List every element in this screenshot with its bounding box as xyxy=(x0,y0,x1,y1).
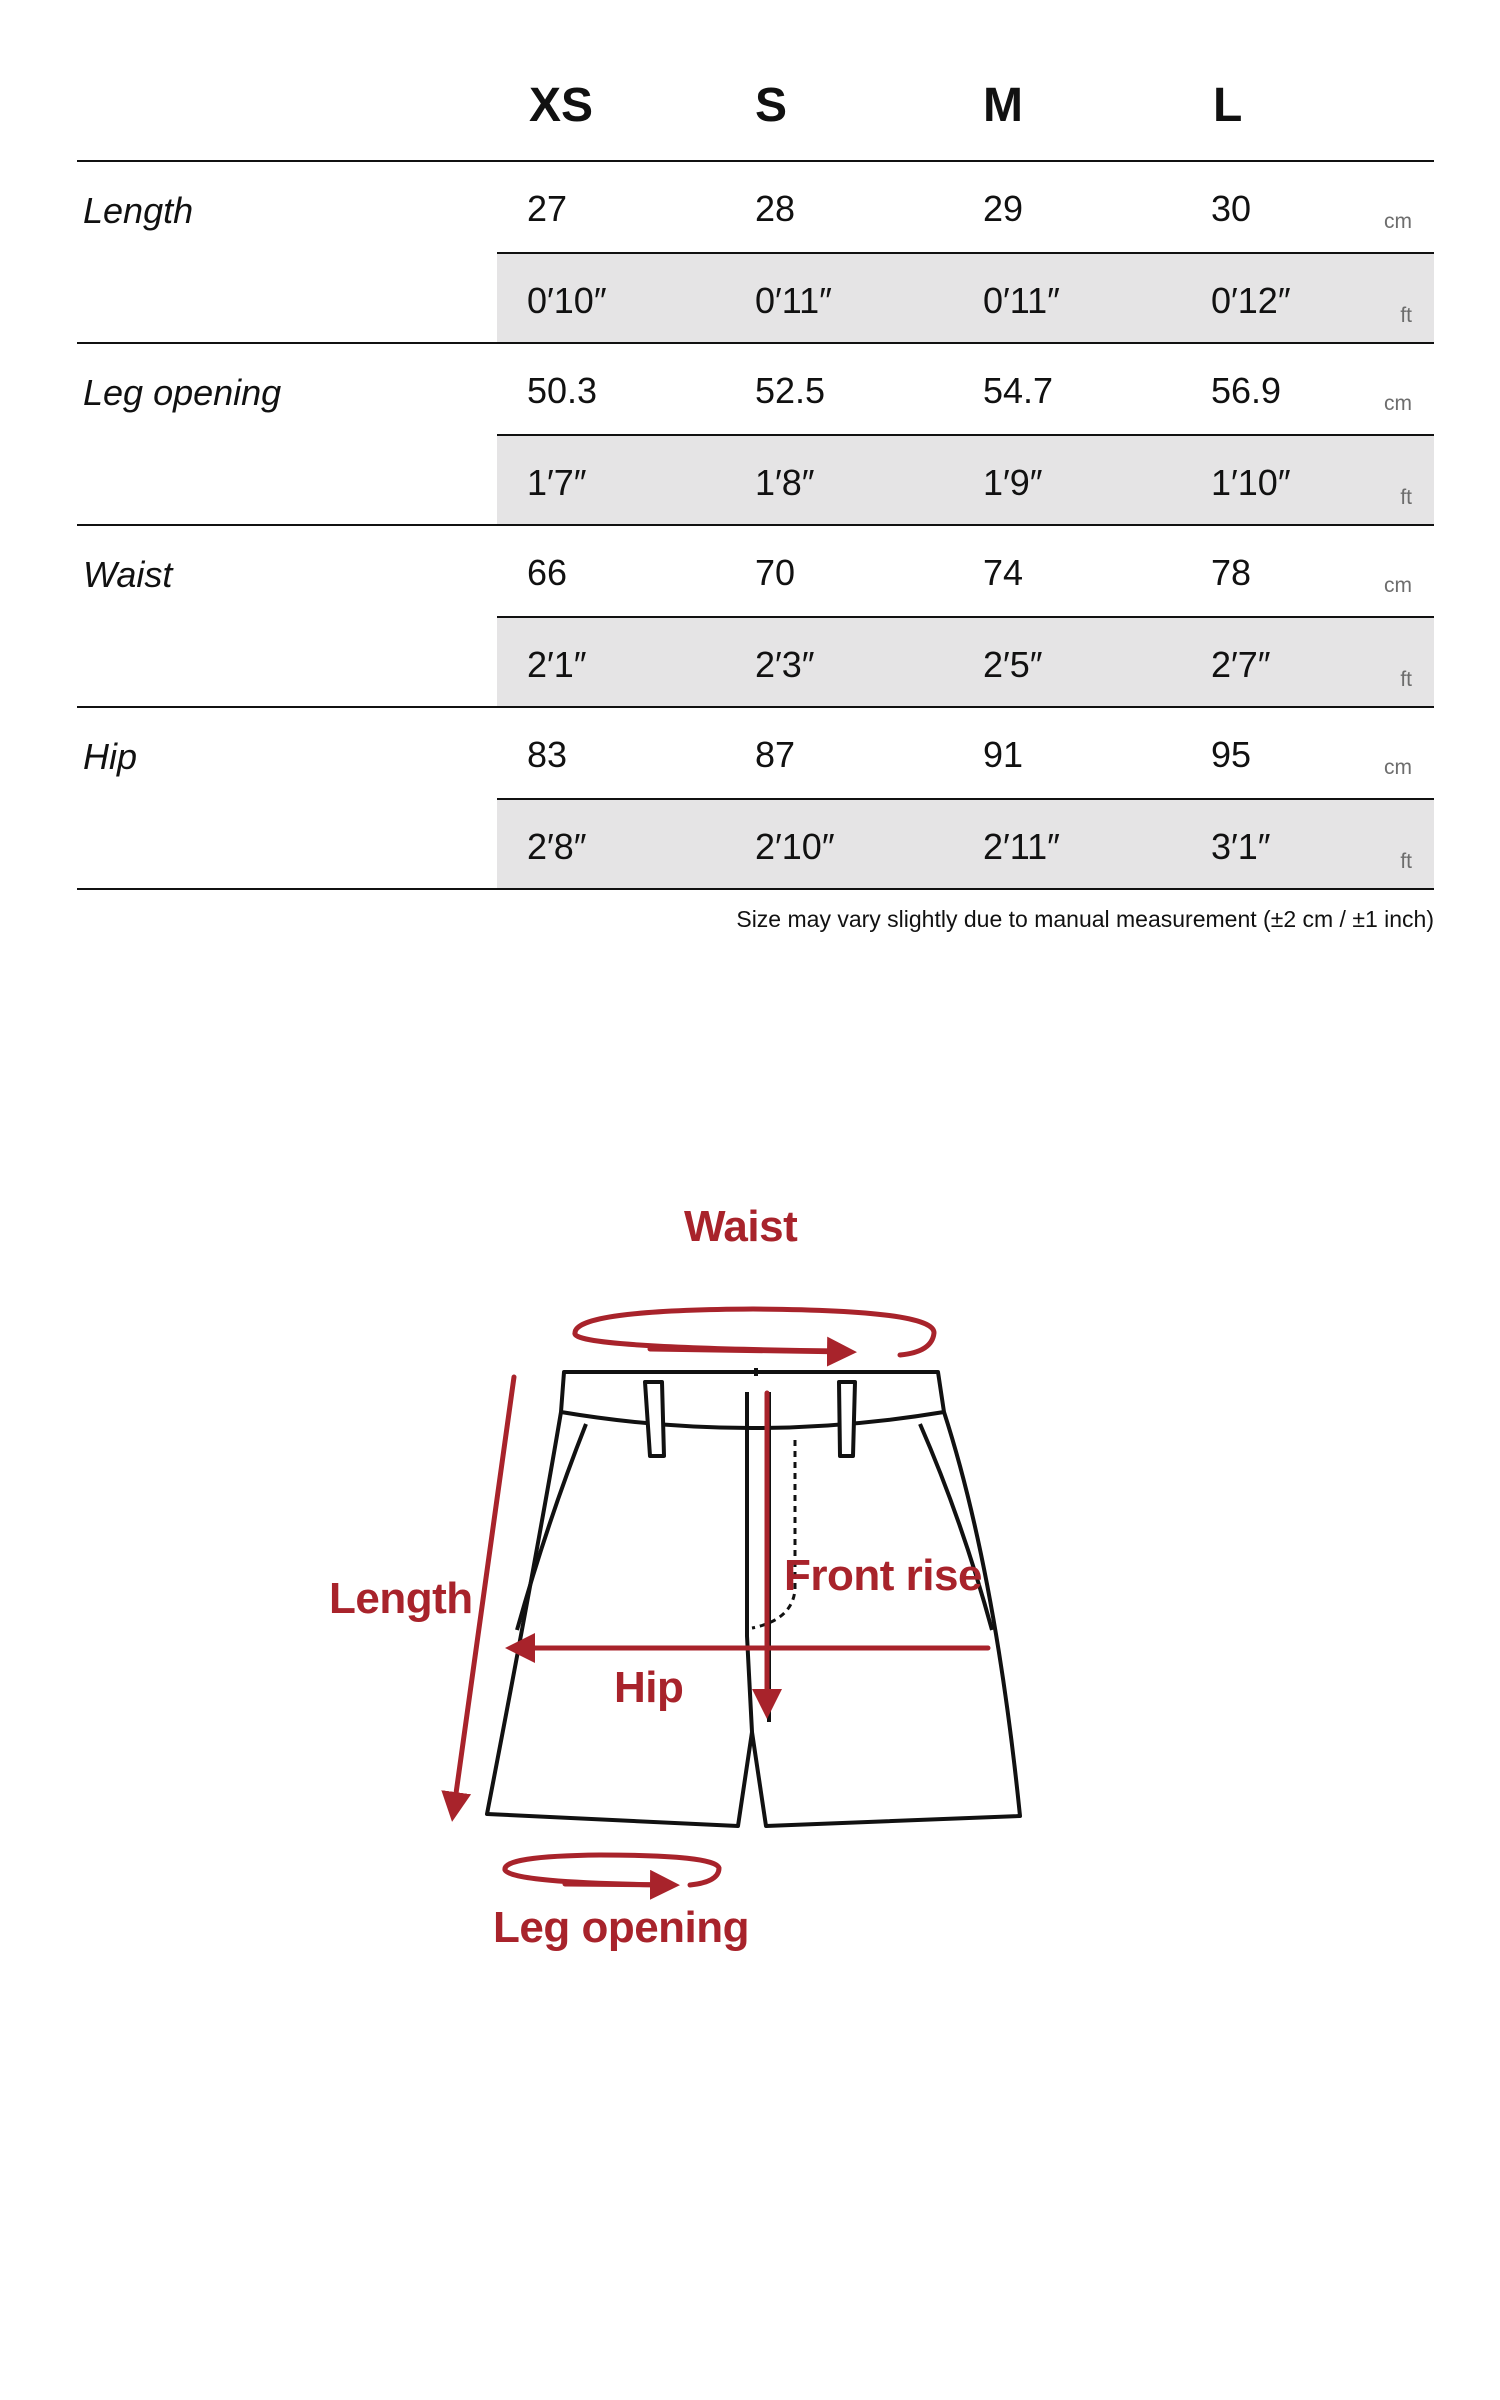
size-header-xs: XS xyxy=(529,79,594,132)
cm-row xyxy=(497,708,1434,798)
value-cell: 50.3 xyxy=(527,370,598,411)
measure-name: Waist xyxy=(83,554,173,595)
size-header-row xyxy=(77,0,1434,162)
unit-label: ft xyxy=(1400,668,1412,691)
measurement-note: Size may vary slightly due to manual measurement (±2 cm / ±1 inch) xyxy=(736,906,1434,932)
value-cell: 56.9 xyxy=(1211,370,1282,411)
ft-row xyxy=(497,434,1434,524)
unit-label: cm xyxy=(1384,756,1412,779)
value-cell: 1′10″ xyxy=(1211,462,1291,503)
cm-row xyxy=(497,162,1434,252)
value-cell: 83 xyxy=(527,734,568,775)
measure-name: Leg opening xyxy=(83,372,282,413)
value-cell: 87 xyxy=(755,734,796,775)
value-cell: 2′11″ xyxy=(983,826,1060,867)
value-cell: 2′8″ xyxy=(527,826,587,867)
front-rise-label: Front rise xyxy=(784,1551,982,1600)
unit-label: cm xyxy=(1384,210,1412,233)
measure-group-waist xyxy=(77,526,1434,708)
measure-name: Length xyxy=(83,190,194,231)
value-cell: 0′11″ xyxy=(755,280,832,321)
value-cell: 2′1″ xyxy=(527,644,587,685)
value-cell: 29 xyxy=(983,188,1024,229)
value-cell: 27 xyxy=(527,188,568,229)
value-cell: 66 xyxy=(527,552,568,593)
size-header-l: L xyxy=(1213,79,1243,132)
size-header-s: S xyxy=(755,79,788,132)
measure-group-leg-opening xyxy=(77,344,1434,526)
value-cell: 1′8″ xyxy=(755,462,815,503)
value-cell: 2′10″ xyxy=(755,826,835,867)
measure-group-hip xyxy=(77,708,1434,890)
value-cell: 2′7″ xyxy=(1211,644,1271,685)
value-cell: 3′1″ xyxy=(1211,826,1271,867)
value-cell: 78 xyxy=(1211,552,1252,593)
unit-label: ft xyxy=(1400,486,1412,509)
unit-label: ft xyxy=(1400,304,1412,327)
value-cell: 28 xyxy=(755,188,796,229)
size-table xyxy=(77,0,1434,890)
measure-group-length xyxy=(77,162,1434,344)
unit-label: cm xyxy=(1384,574,1412,597)
value-cell: 1′9″ xyxy=(983,462,1043,503)
value-cell: 91 xyxy=(983,734,1024,775)
size-header-m: M xyxy=(983,79,1023,132)
unit-label: ft xyxy=(1400,850,1412,873)
value-cell: 0′10″ xyxy=(527,280,607,321)
cm-row xyxy=(497,526,1434,616)
value-cell: 52.5 xyxy=(755,370,826,411)
value-cell: 30 xyxy=(1211,188,1252,229)
ft-row xyxy=(497,616,1434,706)
value-cell: 0′11″ xyxy=(983,280,1060,321)
waist-label: Waist xyxy=(684,1202,798,1251)
unit-label: cm xyxy=(1384,392,1412,415)
cm-row xyxy=(497,344,1434,434)
ft-row xyxy=(497,252,1434,342)
length-label: Length xyxy=(329,1574,473,1623)
value-cell: 95 xyxy=(1211,734,1252,775)
measurement-diagram xyxy=(0,1180,1500,2010)
measure-name: Hip xyxy=(83,736,138,777)
value-cell: 0′12″ xyxy=(1211,280,1291,321)
value-cell: 1′7″ xyxy=(527,462,587,503)
ft-row xyxy=(497,798,1434,888)
leg-opening-label: Leg opening xyxy=(493,1903,750,1952)
value-cell: 2′5″ xyxy=(983,644,1043,685)
value-cell: 54.7 xyxy=(983,370,1054,411)
diagram-svg xyxy=(0,1180,1500,2010)
value-cell: 70 xyxy=(755,552,796,593)
value-cell: 2′3″ xyxy=(755,644,815,685)
value-cell: 74 xyxy=(983,552,1024,593)
hip-label: Hip xyxy=(614,1663,684,1712)
